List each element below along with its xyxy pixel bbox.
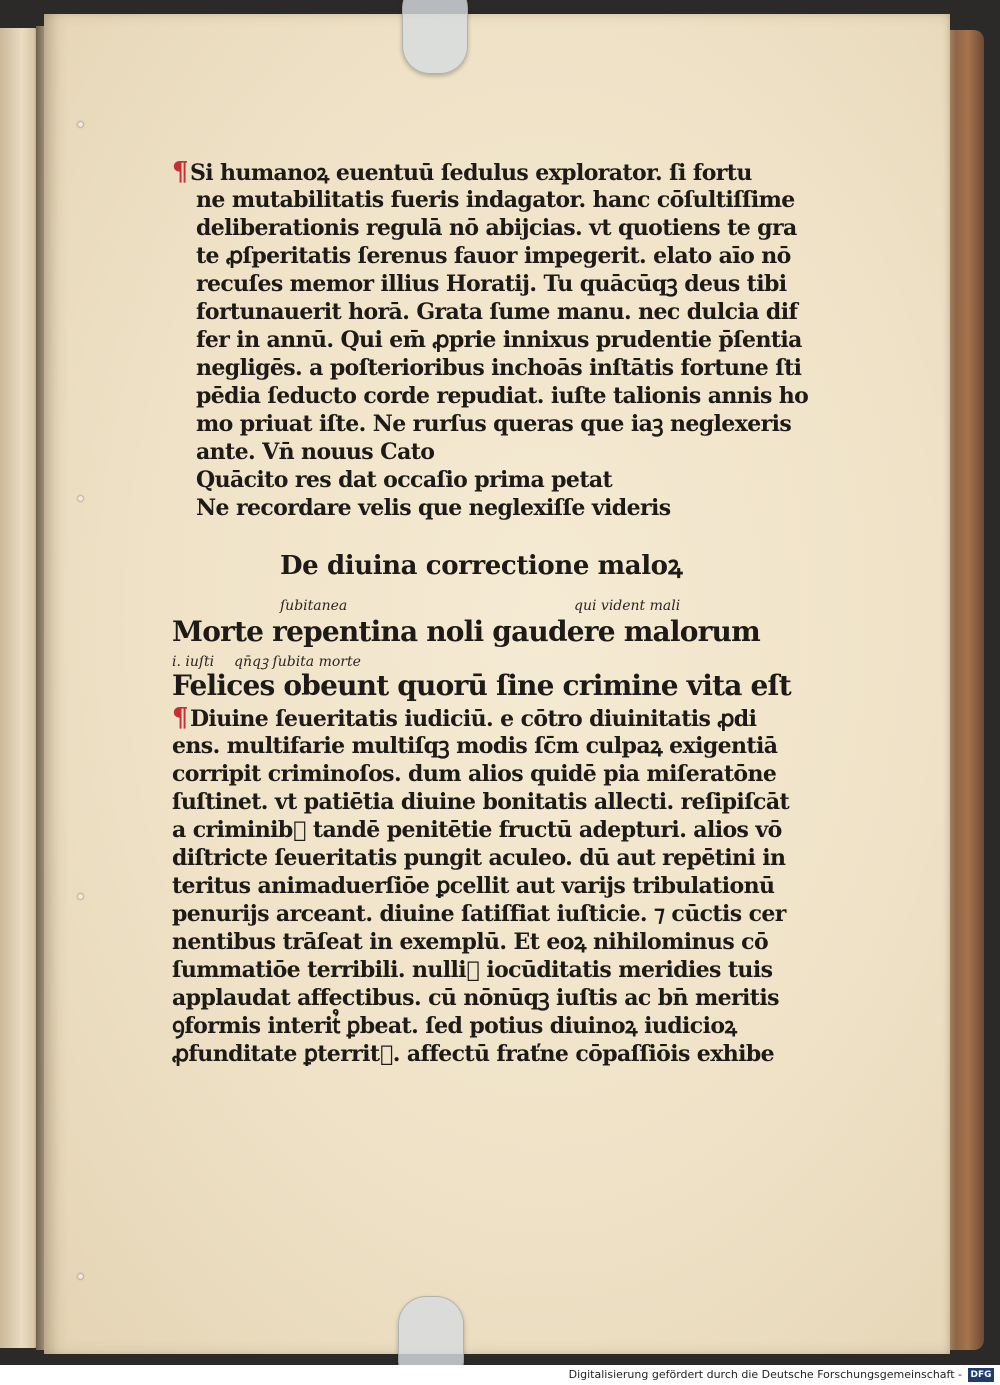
paragraph-2-line: nentibus trāſeat in exemplū. Et eoꝝ nihilominus cō xyxy=(172,929,769,955)
stitch-hole xyxy=(78,894,83,899)
paragraph-2-line: corripit criminoſos. dum alios quidē pia miſeratōne xyxy=(172,761,777,787)
paragraph-2-line: teritus animaduerſiōe ꝑcellit aut varijs tribulationū xyxy=(172,873,775,899)
paragraph-2-line: penurijs arceant. diuine ſatiſfiat iuſticie. ⁊ cūctis cer xyxy=(172,901,786,927)
dfg-logo: DFG xyxy=(968,1368,994,1382)
paragraph-1-line: ¶Si humanoꝝ euentuū ſedulus explorator. ſi fortu xyxy=(172,157,752,187)
paragraph-1-line: fer in annū. Qui em̄ ꝓprie innixus prudentie p̄ſentia xyxy=(196,327,802,353)
verse-line: Ne recordare velis que neglexiſſe videris xyxy=(196,495,671,521)
verse-line: Felices obeunt quorū ſine crimine vita eſt xyxy=(172,669,791,702)
stitch-hole xyxy=(78,1274,83,1279)
page-clip-top xyxy=(402,0,468,74)
pilcrow-mark: ¶ xyxy=(172,157,188,187)
paragraph-2-line: ſuſtinet. vt patiētia diuine bonitatis allecti. reſipiſcāt xyxy=(172,789,790,815)
paragraph-2-line: diſtricte ſeueritatis pungit aculeo. dū aut repētini in xyxy=(172,845,786,871)
pilcrow-mark: ¶ xyxy=(172,703,188,733)
stitch-hole xyxy=(78,122,83,127)
paragraph-1-line: fortunauerit horā. Grata ſume manu. nec dulcia dif xyxy=(196,299,798,325)
paragraph-1-line: recuſes memor illius Horatij. Tu quācūqꝫ deus tibi xyxy=(196,271,787,297)
paragraph-1-line: te ꝓſperitatis ſerenus fauor impegerit. elato aīo nō xyxy=(196,243,791,269)
interlinear-gloss: qn̄qꝫ ſubita morte xyxy=(234,654,361,670)
paragraph-1-line: ante. Vn̄ nouus Cato xyxy=(196,439,435,465)
verse-line: Morte repentina noli gaudere malorum xyxy=(172,615,760,648)
fore-edge xyxy=(944,30,984,1350)
paragraph-1-line: ne mutabilitatis fueris indagator. hanc cōſultiſſime xyxy=(196,187,795,213)
paragraph-1-line: pēdia ſeducto corde repudiat. iuſte talionis annis ho xyxy=(196,383,809,409)
interlinear-gloss: i. iuſti xyxy=(172,654,215,670)
footer-bar xyxy=(0,1365,1000,1385)
paragraph-2-line: ſummatiōe terribili. nulli᷒ iocūditatis meridies tuis xyxy=(172,957,773,983)
section-heading: De diuina correctione maloꝝ xyxy=(280,551,683,581)
paragraph-1-line: mo priuat iſte. Ne rurſus queras que iaꝫ neglexeris xyxy=(196,411,792,437)
paragraph-2-line: ꝯformis interit᷒ ꝑbeat. ſed potius diuinoꝝ iudicioꝝ xyxy=(172,1013,737,1039)
paragraph-2-line: applaudat affectibus. cū nōnūqꝫ iuſtis ac bn̄ meritis xyxy=(172,985,779,1011)
interlinear-gloss: qui vident mali xyxy=(574,598,681,614)
stitch-hole xyxy=(78,496,83,501)
left-page-edge xyxy=(0,28,40,1348)
paragraph-1-line: deliberationis regulā nō abijcias. vt quotiens te gra xyxy=(196,215,797,241)
verse-line: Quācito res dat occaſio prima petat xyxy=(196,467,613,493)
paragraph-2-line: a criminib᷒ tandē penitētie fructū adepturi. alios vō xyxy=(172,817,782,843)
recto-page xyxy=(44,14,950,1354)
interlinear-gloss: ſubitanea xyxy=(280,598,348,614)
page-clip-bottom xyxy=(398,1296,464,1365)
funding-credit: Digitalisierung gefördert durch die Deutsche Forschungsgemeinschaft - xyxy=(568,1368,962,1381)
paragraph-1-line: negligēs. a poſterioribus inchoās inſtātis fortune ſti xyxy=(196,355,802,381)
paragraph-2-line: ꝓfunditate ꝑterrit᷒. affectū fraťne cōpaſſiōis exhibe xyxy=(172,1041,775,1067)
paragraph-2-line: ens. multifarie multiſqꝫ modis ſc̄m culpaꝝ exigentiā xyxy=(172,733,778,759)
paragraph-2-line: ¶Diuine ſeueritatis iudiciū. e cōtro diuinitatis ꝓdi xyxy=(172,703,757,733)
